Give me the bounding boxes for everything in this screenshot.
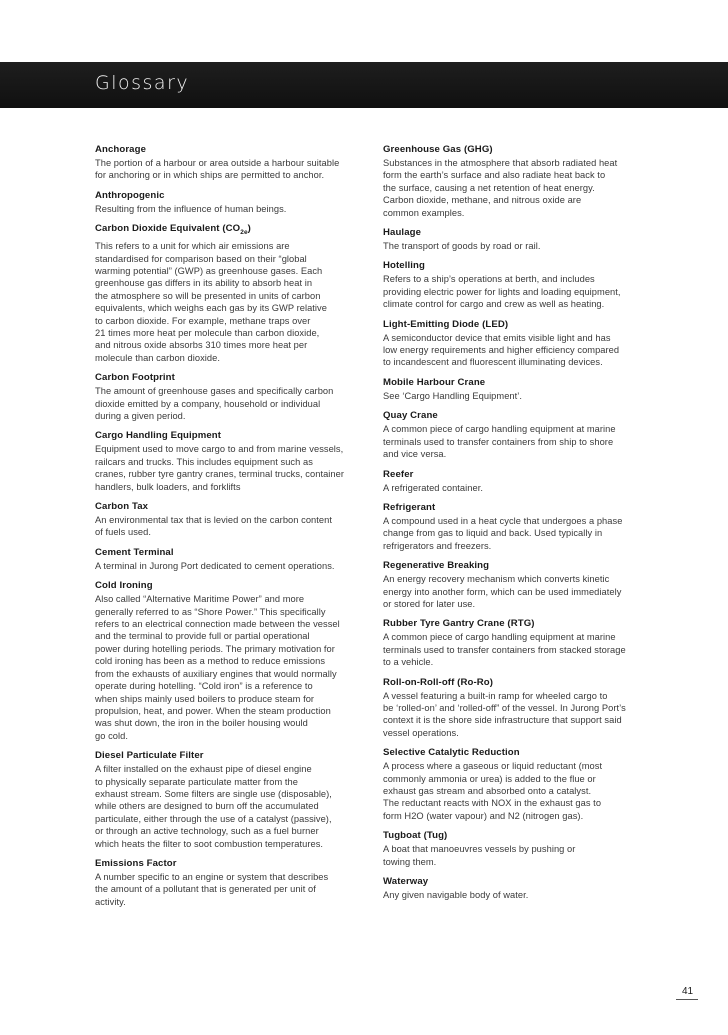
definition-line: A vessel featuring a built-in ramp for wheeled cargo to <box>383 690 608 701</box>
definition-line: providing electric power for lights and loading equipment, <box>383 286 621 297</box>
definition-line: operate during hotelling. “Cold iron” is a reference to <box>95 681 313 692</box>
glossary-term: Haulage <box>383 227 422 239</box>
glossary-term: Carbon Footprint <box>95 372 175 384</box>
glossary-entry <box>383 676 653 740</box>
glossary-definition <box>383 573 653 610</box>
definition-line: exhaust gas stream and absorbed onto a catalyst. <box>383 786 592 796</box>
definition-line: handlers, bulk loaders, and forklifts <box>95 481 241 492</box>
definition-line: railcars and trucks. This includes equipment such as <box>95 456 313 467</box>
glossary-term: Anthropogenic <box>95 189 165 201</box>
definition-line: the atmosphere so will be presented in units of carbon <box>95 290 321 301</box>
definition-line: The amount of greenhouse gases and specifically carbon <box>95 386 334 397</box>
glossary-entry <box>95 371 365 422</box>
definition-line: A common piece of cargo handling equipment at marine <box>383 632 616 643</box>
page-number: 41 <box>682 986 694 997</box>
definition-line: change from gas to liquid and back. Used typically in <box>383 528 603 539</box>
glossary-entry <box>95 546 365 572</box>
glossary-entry <box>383 226 653 252</box>
glossary-entry <box>383 376 653 402</box>
definition-line: A semiconductor device that emits visible light and has <box>383 332 611 343</box>
glossary-definition <box>383 760 653 822</box>
definition-line: for anchoring or in which ships are permitted to anchor. <box>95 170 325 181</box>
glossary-definition <box>95 443 365 493</box>
definition-line: Any given navigable body of water. <box>383 890 529 901</box>
definition-line: which heats the filter to soot combustion temperatures. <box>95 838 324 849</box>
definition-line: equivalents, which weighs each gas by its GWP relative <box>95 303 327 314</box>
definition-line: A process where a gaseous or liquid reductant (most <box>383 761 603 772</box>
definition-line: dioxide emitted by a company, household or individual <box>95 398 321 409</box>
definition-line: of fuels used. <box>95 527 151 538</box>
glossary-term: Diesel Particulate Filter <box>95 750 204 762</box>
definition-line: A terminal in Jurong Port dedicated to cement operations. <box>95 560 335 571</box>
definition-line: cranes, rubber tyre gantry cranes, terminal trucks, container <box>95 469 345 480</box>
glossary-definition <box>95 240 365 364</box>
definition-line: exhaust stream. Some filters are single use (disposable), <box>95 788 332 799</box>
definition-line: Resulting from the influence of human beings. <box>95 203 287 214</box>
glossary-definition <box>95 871 365 908</box>
definition-line: Refers to a ship’s operations at berth, and includes <box>383 274 595 285</box>
glossary-term: Quay Crane <box>383 410 438 422</box>
definition-line: form H2O (water vapour) and N2 (nitrogen gas). <box>383 810 584 821</box>
definition-line: The reductant reacts with NOX in the exhaust gas to <box>383 798 602 809</box>
glossary-definition <box>383 889 653 901</box>
glossary-term: Cargo Handling Equipment <box>95 430 222 442</box>
glossary-term: Greenhouse Gas (GHG) <box>383 144 493 155</box>
definition-line: be ‘rolled-on’ and ‘rolled-off” of the vessel. In Jurong Port’s <box>383 702 626 713</box>
glossary-entry <box>383 559 653 610</box>
term-text-end: ) <box>247 223 251 235</box>
definition-line: particulate, either through the use of a catalyst (passive), <box>95 813 332 824</box>
glossary-definition <box>95 763 365 850</box>
definition-line: to incandescent and fluorescent illuminating devices. <box>383 357 603 368</box>
definition-line: A compound used in a heat cycle that undergoes a phase <box>383 515 623 526</box>
page-title: Glossary <box>95 72 190 94</box>
definition-line: the surface, causing a net retention of heat energy. <box>383 182 595 193</box>
glossary-definition <box>383 332 653 369</box>
definition-line: to a vehicle. <box>383 657 434 668</box>
glossary-entry <box>95 429 365 493</box>
glossary-definition <box>95 593 365 742</box>
definition-line: Also called “Alternative Maritime Power” and more <box>95 594 305 605</box>
glossary-left-column <box>95 143 365 915</box>
definition-line: Substances in the atmosphere that absorb radiated heat <box>383 158 618 168</box>
definition-line: An environmental tax that is levied on the carbon content <box>95 515 332 526</box>
definition-line: when ships mainly used boilers to produce steam for <box>95 693 315 704</box>
glossary-entry <box>383 409 653 460</box>
glossary-term: Cold Ironing <box>95 580 153 592</box>
glossary-definition <box>95 560 365 572</box>
glossary-entry <box>383 875 653 901</box>
glossary-definition <box>95 203 365 215</box>
definition-line: standardised for comparison based on their “global <box>95 253 307 264</box>
definition-line: towing them. <box>383 856 437 867</box>
definition-line: greenhouse gas differs in its ability to absorb heat in <box>95 278 313 289</box>
term-subscript: 2e <box>240 229 248 237</box>
definition-line: A number specific to an engine or system that describes <box>95 871 329 882</box>
glossary-entry <box>95 500 365 539</box>
glossary-definition <box>383 240 653 252</box>
definition-line: terminals used to transfer containers from ship to shore <box>383 436 614 447</box>
glossary-entry <box>95 857 365 908</box>
definition-line: context it is the shore side infrastructure that support said <box>383 715 622 726</box>
definition-line: and the terminal to provide full or partial operational <box>95 631 310 642</box>
definition-line: propulsion, heat, and power. When the steam production <box>95 705 331 716</box>
definition-line: The portion of a harbour or area outside a harbour suitable <box>95 158 340 168</box>
glossary-term: Roll-on-Roll-off (Ro-Ro) <box>383 676 494 688</box>
glossary-term: Rubber Tyre Gantry Crane (RTG) <box>383 618 535 630</box>
glossary-term: Anchorage <box>95 144 147 155</box>
definition-line: refrigerators and freezers. <box>383 540 492 551</box>
glossary-term: Regenerative Breaking <box>383 560 490 572</box>
glossary-term <box>95 222 365 240</box>
definition-line: while others are designed to burn off the accumulated <box>95 801 319 812</box>
definition-line: from the exhausts of auxiliary engines that would normally <box>95 668 337 679</box>
glossary-entry <box>95 579 365 742</box>
definition-line: The transport of goods by road or rail. <box>383 241 541 252</box>
glossary-definition <box>95 514 365 539</box>
glossary-entry <box>95 143 365 182</box>
glossary-definition <box>383 157 653 219</box>
glossary-entry <box>383 829 653 868</box>
glossary-term: Reefer <box>383 468 414 480</box>
definition-line: A refrigerated container. <box>383 482 483 493</box>
definition-line: to physically separate particulate matter from the <box>95 776 298 787</box>
definition-line: Carbon dioxide, methane, and nitrous oxide are <box>383 195 582 206</box>
definition-line: or stored for later use. <box>383 598 476 609</box>
definition-line: See ‘Cargo Handling Equipment’. <box>383 390 523 401</box>
definition-line: A common piece of cargo handling equipment at marine <box>383 424 616 435</box>
definition-line: 21 times more heat per molecule than carbon dioxide, <box>95 327 320 338</box>
definition-line: the amount of a pollutant that is generated per unit of <box>95 884 316 895</box>
glossary-definition <box>383 843 653 868</box>
glossary-term: Mobile Harbour Crane <box>383 376 486 388</box>
definition-line: low energy requirements and higher efficiency compared <box>383 345 620 356</box>
definition-line: A boat that manoeuvres vessels by pushing or <box>383 844 576 855</box>
glossary-definition <box>383 423 653 460</box>
glossary-entry <box>383 143 653 219</box>
glossary-entry <box>383 468 653 494</box>
glossary-definition <box>383 631 653 668</box>
glossary-term: Emissions Factor <box>95 857 177 869</box>
definition-line: form the earth’s surface and also radiate heat back to <box>383 170 606 181</box>
definition-line: was shut down, the iron in the boiler housing would <box>95 718 308 729</box>
definition-line: cold ironing has been as a method to reduce emissions <box>95 656 326 667</box>
definition-line: common examples. <box>383 207 465 218</box>
definition-line: to carbon dioxide. For example, methane traps over <box>95 315 311 326</box>
glossary-entry <box>95 222 365 364</box>
definition-line: An energy recovery mechanism which converts kinetic <box>383 574 610 585</box>
definition-line: activity. <box>95 896 126 907</box>
definition-line: and nitrous oxide absorbs 310 times more heat per <box>95 340 308 351</box>
definition-line: power during hotelling periods. The primary motivation for <box>95 643 335 654</box>
glossary-definition <box>95 385 365 422</box>
glossary-entry <box>383 746 653 822</box>
glossary-right-column <box>383 143 653 908</box>
glossary-term: Light-Emitting Diode (LED) <box>383 318 509 330</box>
definition-line: energy into another form, which can be used immediately <box>383 586 622 597</box>
page-number-rule <box>676 999 698 1000</box>
definition-line: warming potential” (GWP) as greenhouse gases. Each <box>95 265 323 276</box>
glossary-term: Cement Terminal <box>95 546 174 558</box>
glossary-definition <box>383 482 653 494</box>
glossary-entry <box>383 259 653 310</box>
definition-line: This refers to a unit for which air emissions are <box>95 241 290 252</box>
glossary-definition <box>383 390 653 402</box>
definition-line: during a given period. <box>95 411 186 421</box>
glossary-term: Selective Catalytic Reduction <box>383 747 520 759</box>
glossary-term: Waterway <box>383 876 429 888</box>
definition-line: Equipment used to move cargo to and from marine vessels, <box>95 444 344 455</box>
definition-line: commonly ammonia or urea) is added to the flue or <box>383 773 596 784</box>
definition-line: climate control for cargo and crew as well as heating. <box>383 299 605 310</box>
glossary-definition <box>383 690 653 740</box>
definition-line: refers to an electrical connection made between the vessel <box>95 619 340 630</box>
glossary-entry <box>383 501 653 552</box>
definition-line: terminals used to transfer containers from stacked storage <box>383 644 626 655</box>
glossary-term: Hotelling <box>383 260 425 272</box>
header-bar <box>0 62 728 108</box>
glossary-definition <box>95 157 365 182</box>
glossary-term: Refrigerant <box>383 501 436 513</box>
glossary-definition <box>383 273 653 310</box>
definition-line: generally referred to as “Shore Power.” This specifically <box>95 606 326 617</box>
glossary-entry <box>383 318 653 369</box>
definition-line: vessel operations. <box>383 727 459 738</box>
term-text: Carbon Dioxide Equivalent (CO <box>95 223 241 235</box>
glossary-definition <box>383 515 653 552</box>
definition-line: or through an active technology, such as a fuel burner <box>95 826 319 837</box>
definition-line: and vice versa. <box>383 449 447 460</box>
definition-line: go cold. <box>95 730 128 741</box>
glossary-term: Tugboat (Tug) <box>383 830 448 842</box>
definition-line: A filter installed on the exhaust pipe of diesel engine <box>95 764 312 775</box>
definition-line: molecule than carbon dioxide. <box>95 352 220 363</box>
glossary-term: Carbon Tax <box>95 501 149 513</box>
glossary-entry <box>95 189 365 215</box>
glossary-entry <box>383 617 653 668</box>
glossary-entry <box>95 749 365 850</box>
